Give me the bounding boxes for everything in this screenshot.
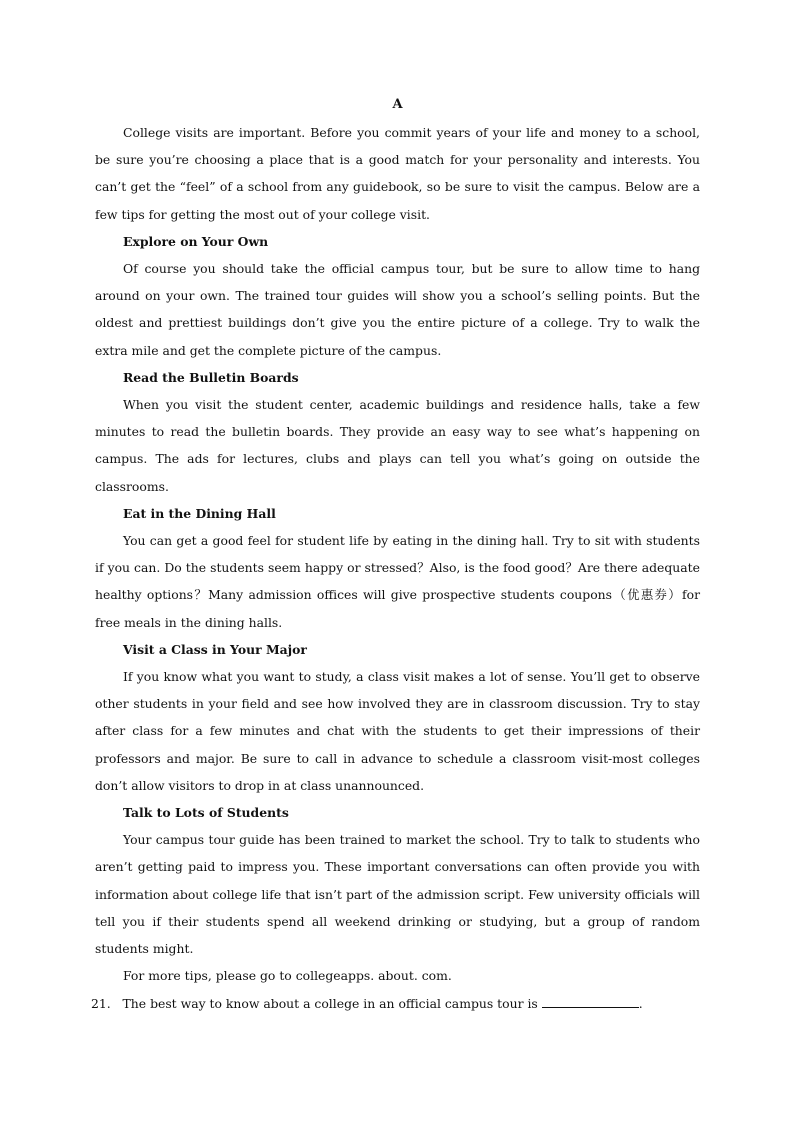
section-heading-students: Talk to Lots of Students bbox=[123, 805, 289, 821]
section-body-dining: You can get a good feel for student life by eating in the dining hall. Try to sit with students if you can. Do the students seem happy or stressed？Also, is the food good？Are there adequate healthy options？Many admission offices will give prospective students coupons（优惠券）for free meals in the dining halls. bbox=[95, 533, 700, 630]
document-page bbox=[91, 93, 700, 1017]
section-heading-bulletin: Read the Bulletin Boards bbox=[123, 369, 299, 385]
footer-note: For more tips, please go to collegeapps. about. com. bbox=[123, 968, 452, 984]
section-heading-dining: Eat in the Dining Hall bbox=[123, 505, 276, 521]
passage-title: A bbox=[392, 97, 403, 112]
answer-blank[interactable] bbox=[542, 996, 639, 1008]
question-number: 21. bbox=[91, 995, 111, 1011]
section-heading-explore: Explore on Your Own bbox=[123, 233, 269, 249]
question-21 bbox=[91, 990, 700, 1017]
section-body-bulletin: When you visit the student center, academic buildings and residence halls, take a few minutes to read the bulletin boards. They provide an easy way to see what’s happening on campus. The ads for lectures, clubs and plays can tell you what’s going on outside the classrooms. bbox=[95, 397, 700, 494]
question-end: . bbox=[638, 995, 643, 1011]
section-body-class: If you know what you want to study, a class visit makes a lot of sense. You’ll get to observe other students in your field and see how involved they are in classroom discussion. Try to stay after class for a few minutes and chat with the students to get their impressions of their professors and major. Be sure to call in advance to schedule a classroom visit-most colleges don’t allow visitors to drop in at class unannounced. bbox=[95, 669, 700, 793]
intro-paragraph: College visits are important. Before you commit years of your life and money to a school, be sure you’re choosing a place that is a good match for your personality and interests. You can’t get the “feel” of a school from any guidebook, so be sure to visit the campus. Below are a few tips for getting the most out of your college visit. bbox=[95, 125, 700, 222]
section-body-students: Your campus tour guide has been trained to market the school. Try to talk to students who aren’t getting paid to impress you. These important conversations can often provide you with information about college life that isn’t part of the admission script. Few university officials will tell you if their students spend all weekend drinking or studying, but a group of random students might. bbox=[95, 832, 700, 957]
section-heading-class: Visit a Class in Your Major bbox=[123, 641, 307, 657]
question-text: The best way to know about a college in an official campus tour is bbox=[122, 995, 538, 1011]
section-body-explore: Of course you should take the official campus tour, but be sure to allow time to hang around on your own. The trained tour guides will show you a school’s selling points. But the oldest and prettiest buildings don’t give you the entire picture of a college. Try to walk the extra mile and get the complete picture of the campus. bbox=[95, 261, 700, 358]
